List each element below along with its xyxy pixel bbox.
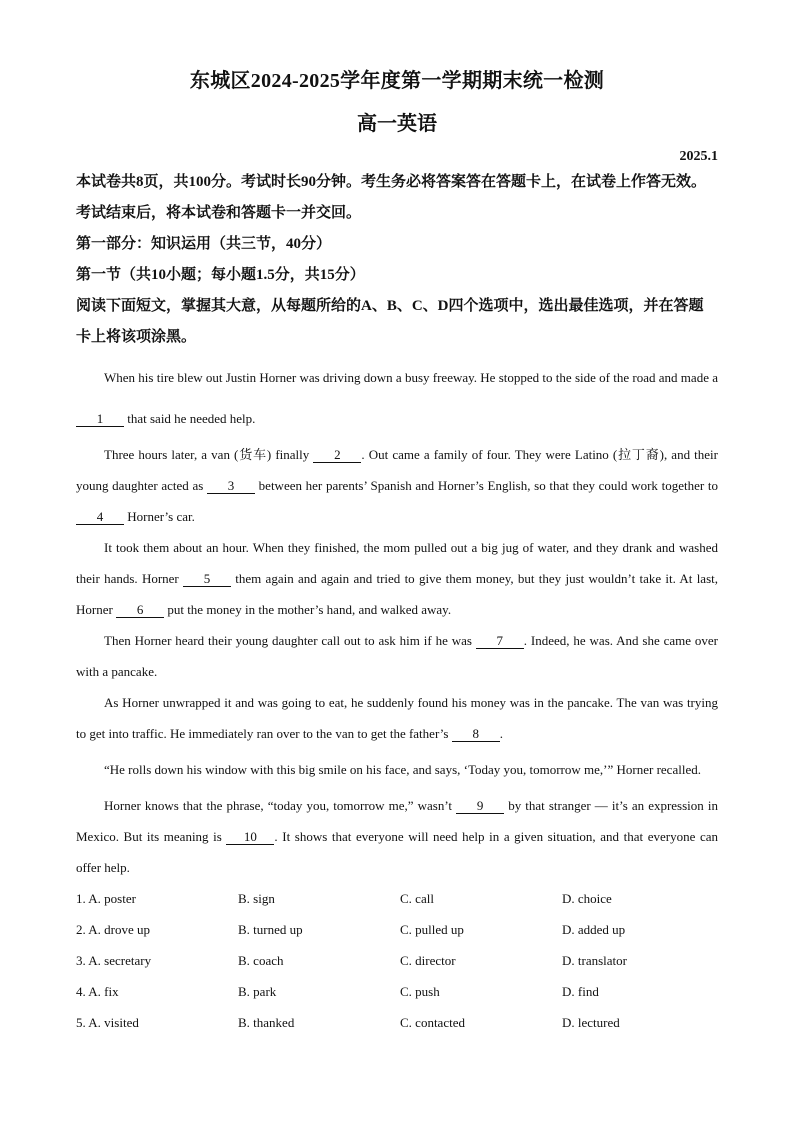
option-d: D. lectured [562, 1015, 620, 1030]
option-c: C. director [400, 953, 456, 968]
option-d: D. translator [562, 953, 627, 968]
passage-paragraph-3: It took them about an hour. When they finished, the mom pulled out a big jug of water, and they drank and washed their hands. Horner 5 them again and again and tried to give them money, but they just wouldn’t take it. At last, Horner 6 put the money in the mother’s hand, and walked away. [76, 540, 718, 617]
passage-paragraph-7: Horner knows that the phrase, “today you, tomorrow me,” wasn’t 9 by that stranger — it’s an expression in Mexico. But its meaning is 10 . It shows that everyone will need help in a given situation, and that everyone can offer help. [76, 798, 718, 875]
part-heading: 第一部分：知识运用（共三节，40分） [76, 236, 332, 252]
option-a: 5. A. visited [76, 1015, 139, 1030]
exam-subject: 高一英语 [357, 113, 437, 135]
question-options-1 [76, 883, 718, 914]
option-a: 3. A. secretary [76, 953, 152, 968]
blank-9: 9 [456, 799, 504, 814]
option-a: 1. A. poster [76, 891, 136, 906]
option-d: D. added up [562, 922, 626, 937]
option-a: 2. A. drove up [76, 922, 151, 937]
question-options-3 [76, 945, 718, 976]
option-b: B. sign [238, 891, 275, 906]
blank-7: 7 [476, 634, 524, 649]
blank-8: 8 [452, 727, 500, 742]
blank-4: 4 [76, 510, 124, 525]
blank-3: 3 [207, 479, 255, 494]
passage-paragraph-2: Three hours later, a van (货车) finally 2 . Out came a family of four. They were Latino (拉丁裔), and their young daughter acted as 3 between her parents’ Spanish and Horner’s English, so that they could work together to 4 Horner’s car. [76, 447, 719, 524]
option-c: C. call [400, 891, 434, 906]
blank-10: 10 [226, 830, 274, 845]
option-b: B. turned up [238, 922, 303, 937]
exam-instructions: 本试卷共8页，共100分。考试时长90分钟。考生务必将答案答在答题卡上，在试卷上作答无效。考试结束后，将本试卷和答题卡一并交回。 [76, 174, 707, 221]
blank-2: 2 [313, 448, 361, 463]
section-heading: 第一节（共10小题；每小题1.5分，共15分） [76, 267, 365, 283]
section-directions: 阅读下面短文，掌握其大意，从每题所给的A、B、C、D四个选项中，选出最佳选项，并在答题卡上将该项涂黑。 [76, 298, 704, 345]
blank-1: 1 [76, 412, 124, 427]
option-d: D. find [562, 984, 599, 999]
question-options-5 [76, 1007, 718, 1038]
option-d: D. choice [562, 891, 612, 906]
passage-paragraph-5: As Horner unwrapped it and was going to eat, he suddenly found his money was in the pancake. The van was trying to get into traffic. He immediately ran over to the van to get the father’s 8 . [76, 695, 718, 741]
option-c: C. contacted [400, 1015, 465, 1030]
option-b: B. park [238, 984, 277, 999]
passage-paragraph-6: “He rolls down his window with this big smile on his face, and says, ‘Today you, tomorrow me,’” Horner recalled. [104, 762, 701, 777]
option-a: 4. A. fix [76, 984, 119, 999]
option-c: C. pulled up [400, 922, 464, 937]
passage-paragraph-4: Then Horner heard their young daughter call out to ask him if he was 7 . Indeed, he was. And she came over with a pancake. [76, 633, 718, 679]
cloze-passage [76, 357, 718, 883]
blank-5: 5 [183, 572, 231, 587]
question-options-2 [76, 914, 718, 945]
question-options-4 [76, 976, 718, 1007]
blank-6: 6 [116, 603, 164, 618]
option-b: B. thanked [238, 1015, 295, 1030]
option-b: B. coach [238, 953, 284, 968]
exam-title: 东城区2024-2025学年度第一学期期末统一检测 [189, 70, 605, 92]
passage-paragraph-1: When his tire blew out Justin Horner was driving down a busy freeway. He stopped to the side of the road and made a 1 that said he needed help. [76, 357, 718, 439]
exam-date: 2025.1 [679, 149, 718, 164]
option-c: C. push [400, 984, 440, 999]
answer-options [76, 883, 718, 1038]
